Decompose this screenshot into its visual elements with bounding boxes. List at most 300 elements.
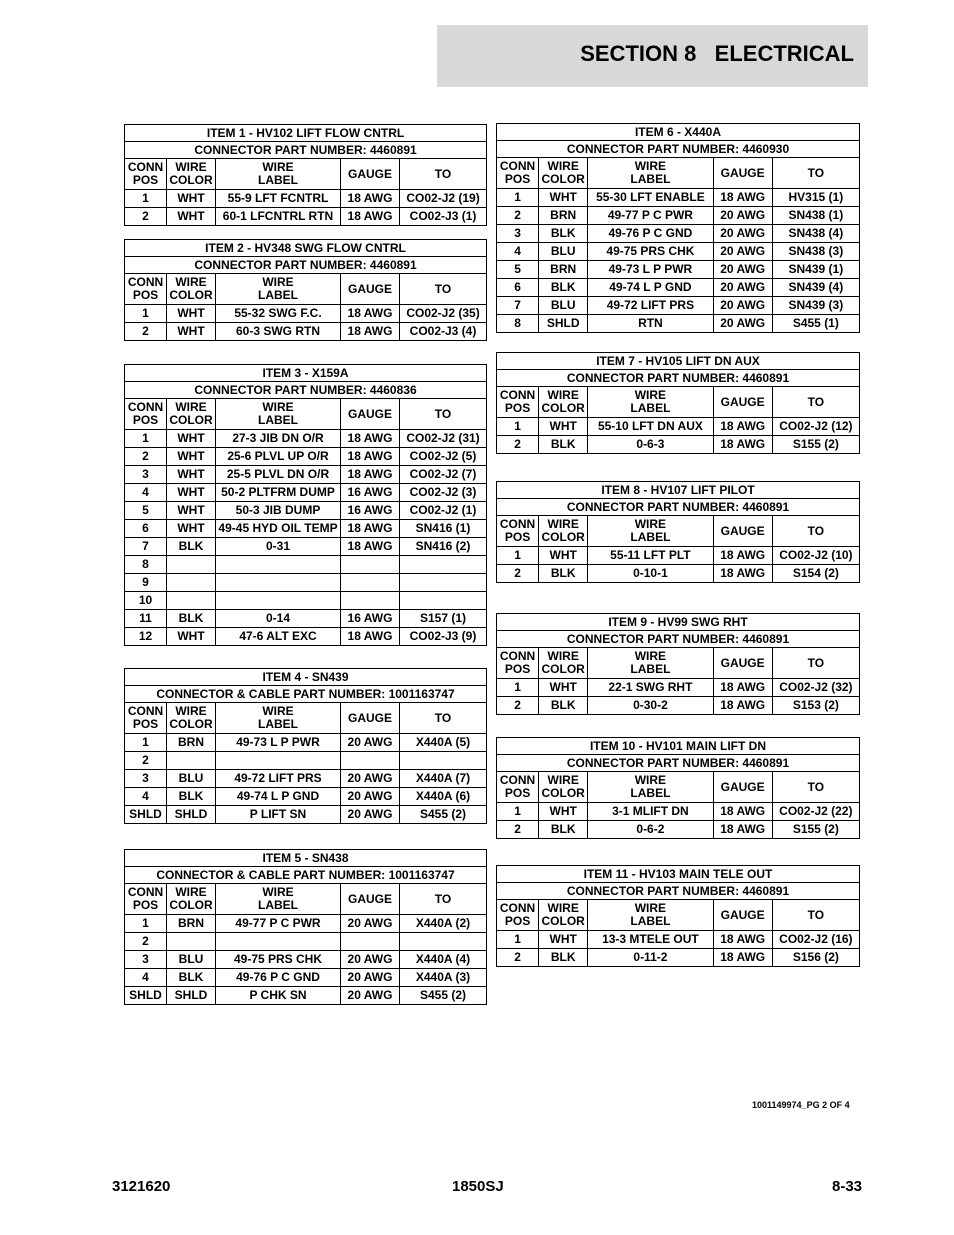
cell-gauge: 20 AWG [341, 951, 400, 969]
table-row [125, 208, 487, 226]
column-header-wire-color: WIRE COLOR [167, 703, 216, 734]
cell-to: X440A (4) [400, 951, 487, 969]
cell-gauge: 18 AWG [341, 305, 400, 323]
cell-wire-label [216, 556, 341, 574]
column-header-wire-color: WIRE COLOR [539, 158, 588, 189]
table-row [497, 697, 860, 715]
cell-conn-pos: 6 [497, 279, 539, 297]
cell-wire-color: WHT [167, 208, 216, 226]
table-row [125, 190, 487, 208]
connector-table-item-1 [124, 124, 487, 226]
column-header-to: TO [772, 158, 859, 189]
cell-gauge: 18 AWG [713, 436, 772, 454]
cell-gauge: 18 AWG [713, 931, 772, 949]
cell-conn-pos: 9 [125, 574, 167, 592]
cell-wire-label: 49-73 L P PWR [216, 734, 341, 752]
column-header-wire-label: WIRE LABEL [216, 159, 341, 190]
connector-table-item-2 [124, 239, 487, 341]
part-number: CONNECTOR PART NUMBER: 4460891 [125, 257, 487, 274]
cell-gauge: 18 AWG [341, 520, 400, 538]
cell-wire-label [216, 592, 341, 610]
cell-wire-label: 49-76 P C GND [588, 225, 713, 243]
column-header-row [497, 772, 860, 803]
cell-conn-pos: 4 [125, 969, 167, 987]
cell-wire-label: 49-73 L P PWR [588, 261, 713, 279]
cell-to: CO02-J2 (10) [772, 547, 859, 565]
cell-conn-pos: 1 [125, 915, 167, 933]
column-header-row [497, 158, 860, 189]
cell-wire-label: 49-77 P C PWR [216, 915, 341, 933]
cell-to: S157 (1) [400, 610, 487, 628]
cell-wire-color: WHT [539, 679, 588, 697]
cell-conn-pos: 1 [497, 418, 539, 436]
cell-to: CO02-J2 (1) [400, 502, 487, 520]
cell-gauge: 20 AWG [713, 297, 772, 315]
cell-gauge: 18 AWG [341, 466, 400, 484]
table-row [497, 315, 860, 333]
column-header-gauge: GAUGE [713, 900, 772, 931]
cell-to: SN439 (3) [772, 297, 859, 315]
column-header-wire-color: WIRE COLOR [539, 387, 588, 418]
cell-conn-pos: SHLD [125, 806, 167, 824]
cell-wire-label: 13-3 MTELE OUT [588, 931, 713, 949]
column-header-wire-label: WIRE LABEL [588, 648, 713, 679]
cell-to: S153 (2) [772, 697, 859, 715]
cell-wire-label: 0-6-3 [588, 436, 713, 454]
cell-wire-color: SHLD [167, 987, 216, 1005]
cell-wire-color [167, 592, 216, 610]
column-header-row [497, 900, 860, 931]
cell-gauge: 20 AWG [341, 770, 400, 788]
column-header-gauge: GAUGE [713, 516, 772, 547]
table-row [125, 933, 487, 951]
column-header-to: TO [400, 884, 487, 915]
cell-wire-label [216, 752, 341, 770]
cell-to: CO02-J2 (22) [772, 803, 859, 821]
cell-wire-label: 25-5 PLVL DN O/R [216, 466, 341, 484]
connector-table-item-3 [124, 364, 487, 646]
cell-to: SN438 (1) [772, 207, 859, 225]
cell-gauge: 18 AWG [341, 538, 400, 556]
part-number: CONNECTOR PART NUMBER: 4460891 [125, 142, 487, 159]
cell-wire-label: 0-6-2 [588, 821, 713, 839]
cell-conn-pos: 1 [125, 430, 167, 448]
section-title: SECTION 8 ELECTRICAL [580, 41, 854, 66]
cell-conn-pos: 1 [125, 190, 167, 208]
section-header [437, 25, 868, 87]
cell-to: CO02-J3 (9) [400, 628, 487, 646]
cell-to: CO02-J2 (31) [400, 430, 487, 448]
column-header-conn-pos: CONN POS [497, 648, 539, 679]
column-header-conn-pos: CONN POS [125, 884, 167, 915]
cell-wire-label: 27-3 JIB DN O/R [216, 430, 341, 448]
cell-to: CO02-J2 (12) [772, 418, 859, 436]
cell-conn-pos: SHLD [125, 987, 167, 1005]
table-row [497, 418, 860, 436]
column-header-to: TO [772, 648, 859, 679]
cell-wire-color: SHLD [539, 315, 588, 333]
part-number: CONNECTOR PART NUMBER: 4460891 [497, 755, 860, 772]
cell-conn-pos: 2 [125, 323, 167, 341]
cell-wire-label: RTN [588, 315, 713, 333]
cell-gauge: 18 AWG [713, 821, 772, 839]
table-row [125, 951, 487, 969]
table-title: ITEM 10 - HV101 MAIN LIFT DN [497, 738, 860, 755]
cell-gauge: 20 AWG [341, 734, 400, 752]
table-row [497, 261, 860, 279]
cell-conn-pos: 6 [125, 520, 167, 538]
cell-gauge [341, 574, 400, 592]
table-row [125, 538, 487, 556]
cell-to [400, 574, 487, 592]
table-row [497, 931, 860, 949]
cell-wire-color: WHT [539, 418, 588, 436]
cell-gauge: 18 AWG [713, 418, 772, 436]
column-header-row [497, 516, 860, 547]
table-row [125, 556, 487, 574]
column-header-to: TO [772, 900, 859, 931]
cell-to: S155 (2) [772, 821, 859, 839]
cell-gauge: 16 AWG [341, 484, 400, 502]
cell-conn-pos: 4 [125, 788, 167, 806]
table-title: ITEM 7 - HV105 LIFT DN AUX [497, 353, 860, 370]
part-number: CONNECTOR PART NUMBER: 4460891 [497, 370, 860, 387]
footer-model: 1850SJ [452, 1178, 504, 1195]
cell-to [400, 752, 487, 770]
cell-gauge: 18 AWG [713, 803, 772, 821]
cell-wire-color: WHT [539, 803, 588, 821]
column-header-row [497, 387, 860, 418]
cell-conn-pos: 1 [497, 189, 539, 207]
cell-wire-color [167, 556, 216, 574]
column-header-to: TO [400, 703, 487, 734]
cell-to: CO02-J2 (16) [772, 931, 859, 949]
cell-wire-color [167, 574, 216, 592]
column-header-wire-label: WIRE LABEL [588, 158, 713, 189]
cell-conn-pos: 8 [497, 315, 539, 333]
column-header-gauge: GAUGE [341, 884, 400, 915]
cell-wire-label: P CHK SN [216, 987, 341, 1005]
table-row [125, 430, 487, 448]
cell-conn-pos: 12 [125, 628, 167, 646]
table-row [125, 466, 487, 484]
cell-to: S155 (2) [772, 436, 859, 454]
cell-wire-color: SHLD [167, 806, 216, 824]
cell-gauge [341, 933, 400, 951]
cell-gauge [341, 556, 400, 574]
table-row [125, 752, 487, 770]
cell-wire-color: WHT [167, 520, 216, 538]
connector-table-item-8 [496, 481, 860, 583]
table-title: ITEM 5 - SN438 [125, 850, 487, 867]
cell-wire-label: 50-2 PLTFRM DUMP [216, 484, 341, 502]
cell-conn-pos: 2 [125, 208, 167, 226]
table-row [497, 679, 860, 697]
column-header-to: TO [772, 516, 859, 547]
table-row [497, 949, 860, 967]
cell-to: CO02-J3 (4) [400, 323, 487, 341]
part-number: CONNECTOR & CABLE PART NUMBER: 1001163747 [125, 867, 487, 884]
cell-wire-label: 55-9 LFT FCNTRL [216, 190, 341, 208]
cell-wire-label: 55-30 LFT ENABLE [588, 189, 713, 207]
cell-gauge: 16 AWG [341, 610, 400, 628]
cell-wire-label: 50-3 JIB DUMP [216, 502, 341, 520]
column-header-wire-label: WIRE LABEL [588, 900, 713, 931]
cell-gauge: 20 AWG [713, 243, 772, 261]
cell-to: X440A (5) [400, 734, 487, 752]
table-row [125, 969, 487, 987]
column-header-wire-label: WIRE LABEL [588, 516, 713, 547]
cell-wire-label: 55-32 SWG F.C. [216, 305, 341, 323]
cell-wire-label: 3-1 MLIFT DN [588, 803, 713, 821]
cell-to: X440A (2) [400, 915, 487, 933]
column-header-gauge: GAUGE [713, 158, 772, 189]
table-row [125, 987, 487, 1005]
connector-table-item-5 [124, 849, 487, 1005]
cell-to: CO02-J2 (35) [400, 305, 487, 323]
cell-conn-pos: 3 [125, 770, 167, 788]
part-number: CONNECTOR PART NUMBER: 4460891 [497, 631, 860, 648]
table-row [497, 207, 860, 225]
cell-conn-pos: 1 [125, 734, 167, 752]
cell-wire-label: 55-10 LFT DN AUX [588, 418, 713, 436]
cell-to: X440A (3) [400, 969, 487, 987]
cell-wire-color: WHT [539, 189, 588, 207]
cell-to: X440A (7) [400, 770, 487, 788]
table-row [125, 915, 487, 933]
cell-wire-color [167, 752, 216, 770]
cell-gauge: 20 AWG [341, 915, 400, 933]
cell-conn-pos: 7 [125, 538, 167, 556]
column-header-row [125, 399, 487, 430]
table-row [125, 788, 487, 806]
cell-wire-label [216, 574, 341, 592]
cell-to: HV315 (1) [772, 189, 859, 207]
cell-to [400, 933, 487, 951]
table-row [125, 484, 487, 502]
table-title: ITEM 6 - X440A [497, 124, 860, 141]
cell-wire-color: BLU [167, 770, 216, 788]
footer-page-number: 8-33 [832, 1178, 863, 1195]
cell-gauge: 18 AWG [713, 679, 772, 697]
part-number: CONNECTOR PART NUMBER: 4460930 [497, 141, 860, 158]
cell-wire-color: BRN [539, 261, 588, 279]
cell-wire-color: BLK [539, 436, 588, 454]
table-row [497, 436, 860, 454]
cell-wire-label: 49-45 HYD OIL TEMP [216, 520, 341, 538]
column-header-wire-label: WIRE LABEL [216, 399, 341, 430]
table-row [497, 803, 860, 821]
table-title: ITEM 8 - HV107 LIFT PILOT [497, 482, 860, 499]
table-row [125, 448, 487, 466]
cell-to: S156 (2) [772, 949, 859, 967]
cell-wire-label: 60-3 SWG RTN [216, 323, 341, 341]
cell-wire-color: BLK [539, 279, 588, 297]
column-header-row [125, 274, 487, 305]
cell-conn-pos: 1 [497, 679, 539, 697]
cell-wire-label: 49-76 P C GND [216, 969, 341, 987]
column-header-wire-color: WIRE COLOR [167, 884, 216, 915]
table-row [125, 806, 487, 824]
connector-table-item-6 [496, 123, 860, 333]
cell-wire-color [167, 933, 216, 951]
cell-to [400, 592, 487, 610]
cell-wire-label: 0-14 [216, 610, 341, 628]
cell-wire-label: 0-10-1 [588, 565, 713, 583]
cell-wire-color: BLK [167, 610, 216, 628]
cell-wire-color: WHT [167, 305, 216, 323]
cell-gauge: 20 AWG [713, 315, 772, 333]
cell-conn-pos: 5 [497, 261, 539, 279]
cell-wire-color: BLK [167, 788, 216, 806]
cell-wire-label: 49-72 LIFT PRS [216, 770, 341, 788]
cell-to: CO02-J2 (3) [400, 484, 487, 502]
cell-conn-pos: 5 [125, 502, 167, 520]
table-row [125, 734, 487, 752]
cell-conn-pos: 2 [125, 933, 167, 951]
column-header-conn-pos: CONN POS [497, 387, 539, 418]
cell-wire-color: WHT [167, 466, 216, 484]
cell-to: CO02-J2 (7) [400, 466, 487, 484]
table-row [497, 547, 860, 565]
cell-wire-label [216, 933, 341, 951]
cell-wire-color: BLK [539, 949, 588, 967]
cell-wire-color: WHT [539, 931, 588, 949]
column-header-gauge: GAUGE [713, 387, 772, 418]
column-header-conn-pos: CONN POS [497, 900, 539, 931]
cell-to: S455 (2) [400, 987, 487, 1005]
column-header-to: TO [400, 274, 487, 305]
column-header-conn-pos: CONN POS [497, 158, 539, 189]
cell-conn-pos: 2 [497, 565, 539, 583]
column-header-gauge: GAUGE [341, 159, 400, 190]
cell-wire-color: BLK [539, 821, 588, 839]
cell-to: CO02-J2 (19) [400, 190, 487, 208]
column-header-wire-color: WIRE COLOR [167, 159, 216, 190]
column-header-row [125, 884, 487, 915]
connector-table-item-10 [496, 737, 860, 839]
column-header-wire-color: WIRE COLOR [167, 274, 216, 305]
table-row [125, 592, 487, 610]
drawing-code: 1001149974_PG 2 OF 4 [752, 1100, 850, 1110]
cell-conn-pos: 8 [125, 556, 167, 574]
column-header-row [125, 703, 487, 734]
cell-wire-color: BRN [539, 207, 588, 225]
column-header-conn-pos: CONN POS [125, 703, 167, 734]
column-header-gauge: GAUGE [341, 703, 400, 734]
table-row [125, 502, 487, 520]
table-row [497, 565, 860, 583]
table-title: ITEM 2 - HV348 SWG FLOW CNTRL [125, 240, 487, 257]
cell-conn-pos: 3 [125, 951, 167, 969]
cell-gauge: 18 AWG [341, 430, 400, 448]
column-header-wire-color: WIRE COLOR [539, 516, 588, 547]
column-header-row [125, 159, 487, 190]
table-row [125, 574, 487, 592]
table-row [125, 770, 487, 788]
connector-table-item-7 [496, 352, 860, 454]
column-header-wire-label: WIRE LABEL [588, 387, 713, 418]
cell-wire-label: P LIFT SN [216, 806, 341, 824]
cell-conn-pos: 4 [497, 243, 539, 261]
cell-to: S154 (2) [772, 565, 859, 583]
cell-wire-label: 49-74 L P GND [216, 788, 341, 806]
column-header-wire-label: WIRE LABEL [588, 772, 713, 803]
cell-gauge: 18 AWG [341, 190, 400, 208]
cell-wire-color: BRN [167, 915, 216, 933]
column-header-conn-pos: CONN POS [125, 159, 167, 190]
cell-wire-label: 49-72 LIFT PRS [588, 297, 713, 315]
column-header-to: TO [772, 772, 859, 803]
cell-wire-color: WHT [167, 484, 216, 502]
cell-conn-pos: 2 [497, 821, 539, 839]
cell-wire-label: 49-77 P C PWR [588, 207, 713, 225]
cell-gauge: 20 AWG [713, 207, 772, 225]
cell-wire-color: BLU [539, 297, 588, 315]
cell-wire-color: WHT [539, 547, 588, 565]
cell-gauge: 18 AWG [341, 448, 400, 466]
cell-wire-color: WHT [167, 448, 216, 466]
part-number: CONNECTOR PART NUMBER: 4460891 [497, 883, 860, 900]
cell-to [400, 556, 487, 574]
cell-wire-label: 0-30-2 [588, 697, 713, 715]
cell-wire-label: 55-11 LFT PLT [588, 547, 713, 565]
cell-wire-color: WHT [167, 628, 216, 646]
table-title: ITEM 4 - SN439 [125, 669, 487, 686]
cell-conn-pos: 11 [125, 610, 167, 628]
cell-gauge: 20 AWG [341, 969, 400, 987]
cell-wire-label: 25-6 PLVL UP O/R [216, 448, 341, 466]
cell-wire-label: 60-1 LFCNTRL RTN [216, 208, 341, 226]
cell-gauge [341, 592, 400, 610]
column-header-wire-label: WIRE LABEL [216, 884, 341, 915]
cell-gauge: 18 AWG [713, 565, 772, 583]
cell-to: SN438 (3) [772, 243, 859, 261]
cell-gauge: 20 AWG [341, 806, 400, 824]
cell-wire-label: 47-6 ALT EXC [216, 628, 341, 646]
table-row [125, 323, 487, 341]
cell-conn-pos: 1 [497, 931, 539, 949]
column-header-conn-pos: CONN POS [125, 274, 167, 305]
cell-gauge: 16 AWG [341, 502, 400, 520]
cell-to: CO02-J3 (1) [400, 208, 487, 226]
table-title: ITEM 9 - HV99 SWG RHT [497, 614, 860, 631]
table-title: ITEM 11 - HV103 MAIN TELE OUT [497, 866, 860, 883]
footer-manual-number: 3121620 [112, 1178, 171, 1195]
cell-conn-pos: 1 [497, 547, 539, 565]
cell-gauge: 18 AWG [713, 547, 772, 565]
cell-to: CO02-J2 (32) [772, 679, 859, 697]
column-header-gauge: GAUGE [713, 772, 772, 803]
cell-conn-pos: 2 [497, 207, 539, 225]
column-header-wire-color: WIRE COLOR [539, 772, 588, 803]
cell-to: S455 (2) [400, 806, 487, 824]
cell-to: SN439 (1) [772, 261, 859, 279]
table-row [497, 821, 860, 839]
cell-gauge: 18 AWG [341, 628, 400, 646]
cell-gauge: 18 AWG [341, 208, 400, 226]
cell-conn-pos: 2 [125, 448, 167, 466]
cell-to: SN416 (2) [400, 538, 487, 556]
column-header-wire-label: WIRE LABEL [216, 703, 341, 734]
cell-gauge: 18 AWG [341, 323, 400, 341]
table-row [497, 297, 860, 315]
cell-wire-color: BLK [539, 697, 588, 715]
column-header-wire-color: WIRE COLOR [167, 399, 216, 430]
cell-gauge: 20 AWG [713, 279, 772, 297]
part-number: CONNECTOR PART NUMBER: 4460836 [125, 382, 487, 399]
connector-table-item-9 [496, 613, 860, 715]
